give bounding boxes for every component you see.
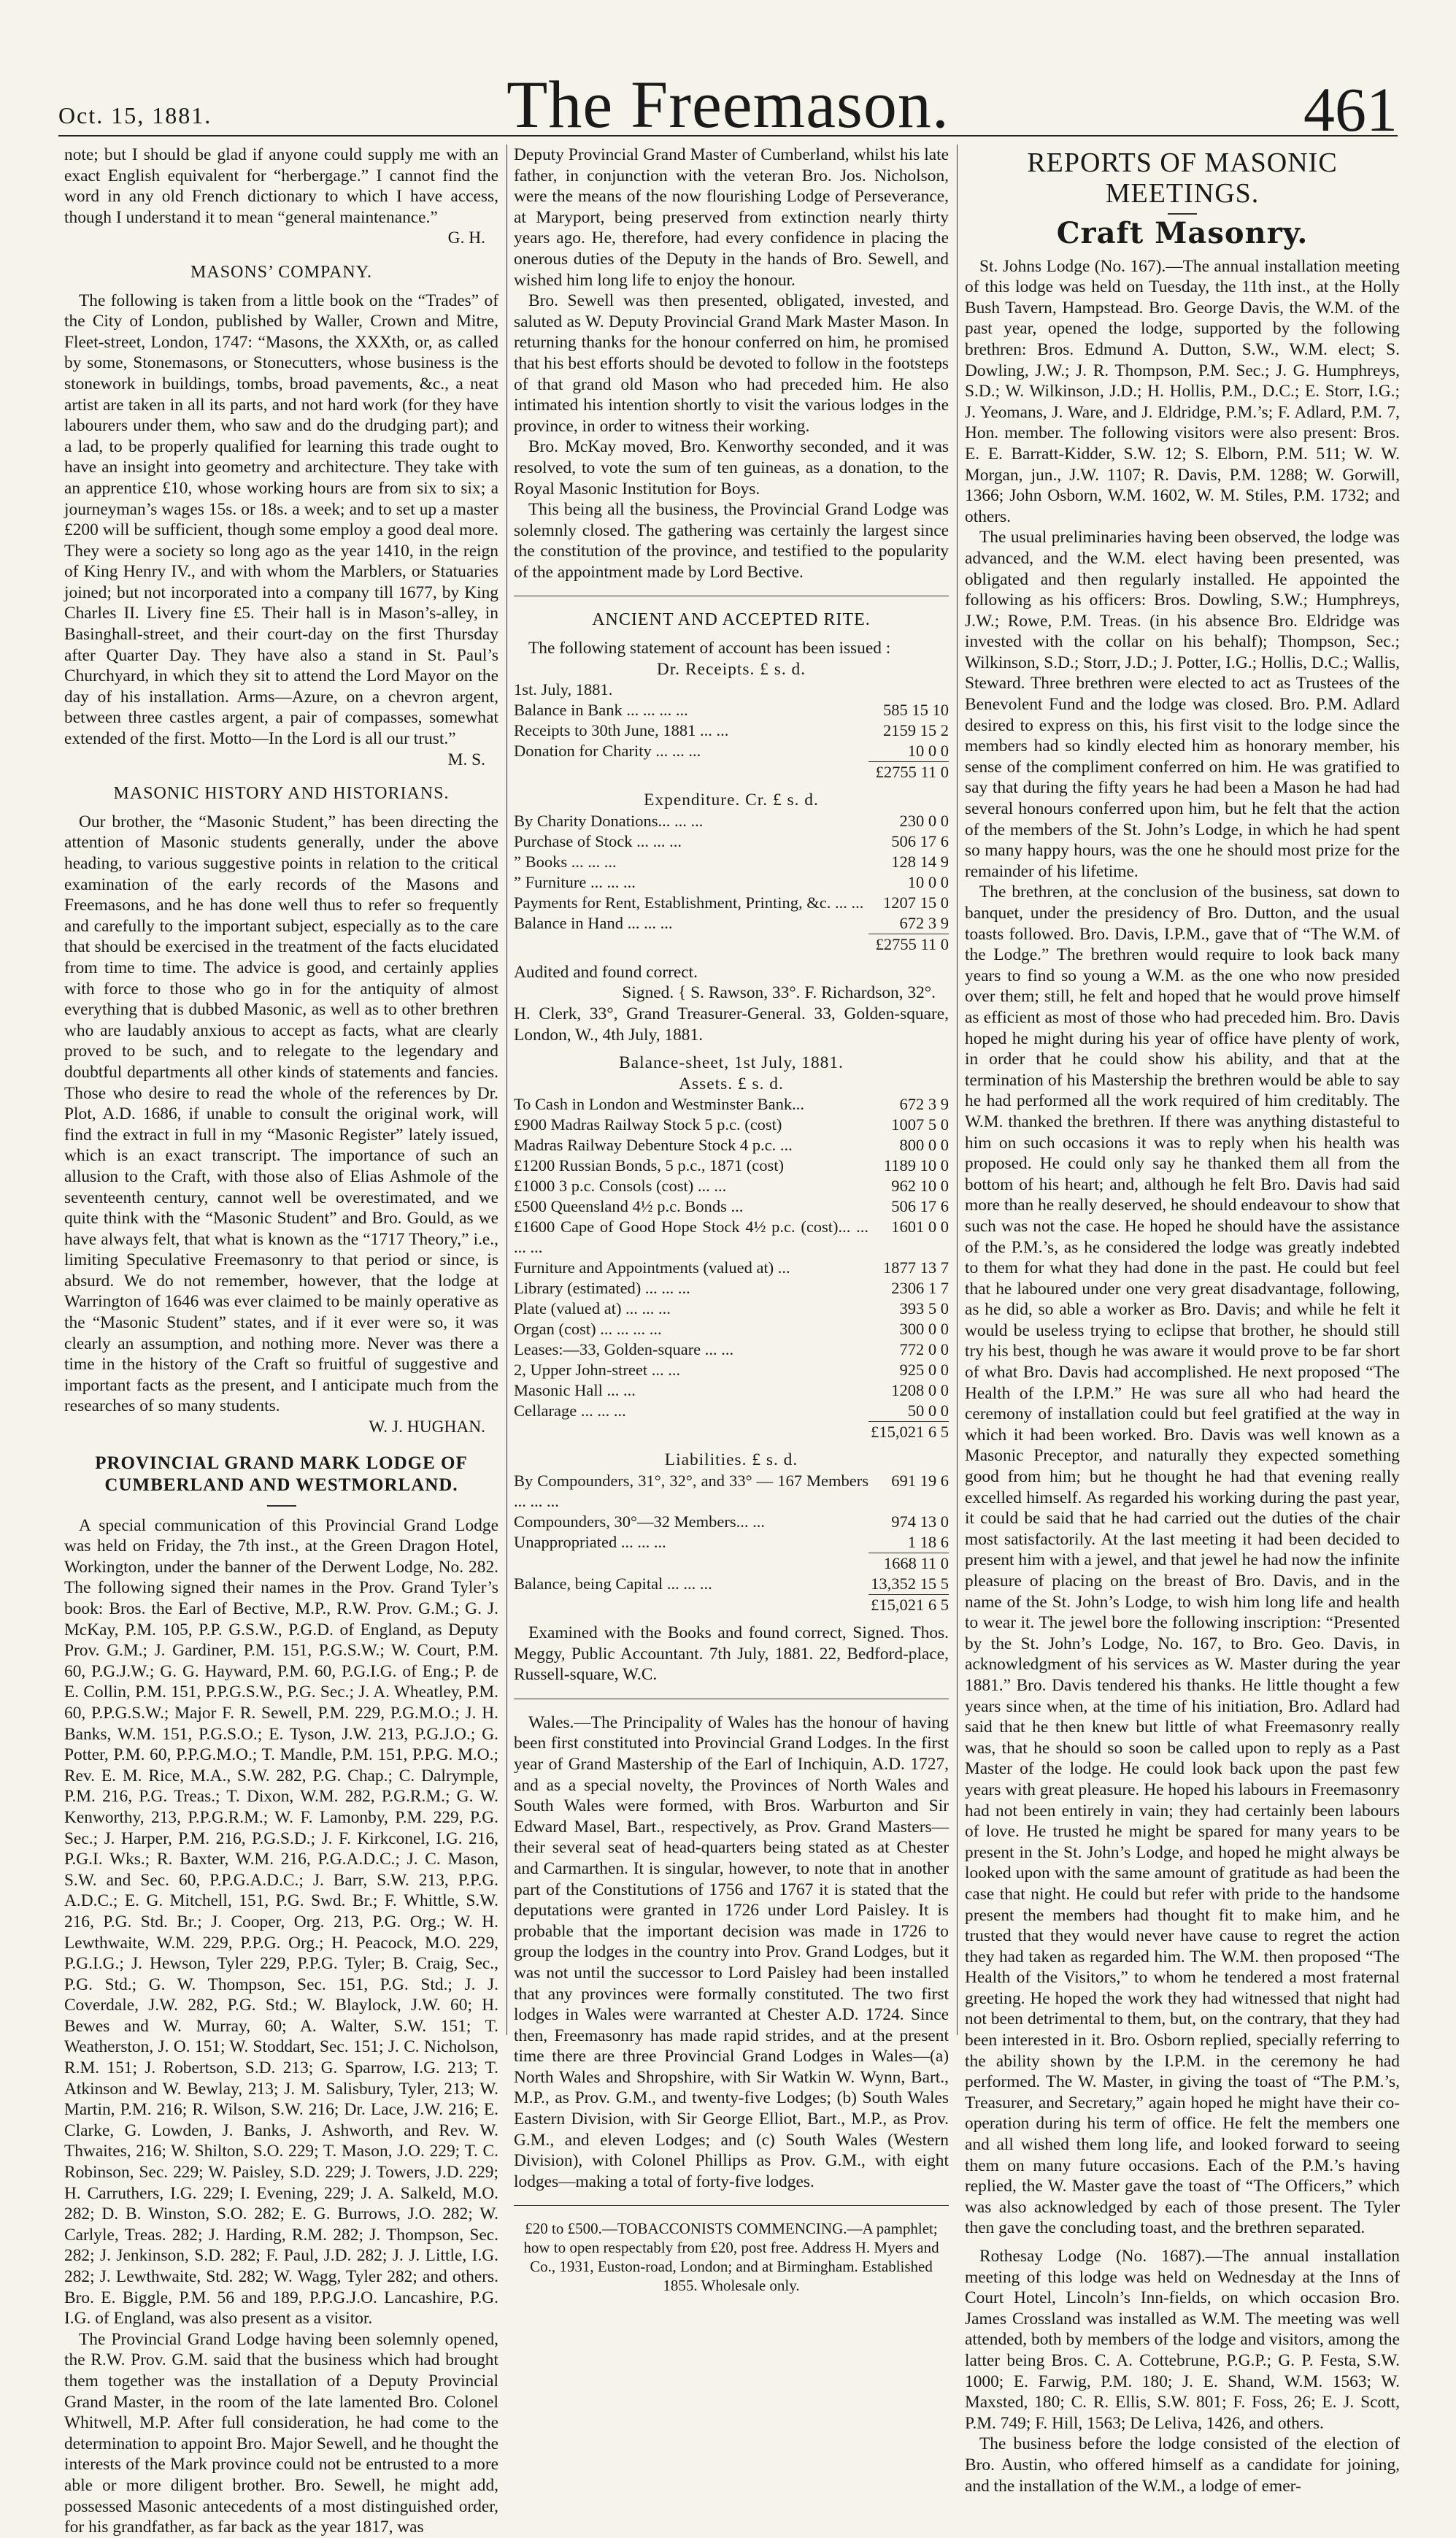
account-row xyxy=(514,1155,949,1176)
section-heading: MASONS’ COMPANY. xyxy=(190,262,372,282)
column-divider xyxy=(957,145,958,2035)
row-amount: 1 18 6 xyxy=(907,1533,949,1551)
account-row xyxy=(514,811,949,831)
row-label: £1200 Russian Bonds, 5 p.c., 1871 (cost) xyxy=(514,1156,784,1175)
account-row xyxy=(514,852,949,872)
advertisement: £20 to £500.—TOBACCONISTS COMMENCING.—A pamphlet; how to open respectably from £20, post free. Address H. Myers and Co., 1931, Euston-road, London; and at Birmingham. Established 1855. Wholesale only. xyxy=(523,2220,939,2295)
row-amount: 1189 10 0 xyxy=(883,1156,949,1175)
account-row xyxy=(514,831,949,852)
section-rule xyxy=(514,2205,949,2206)
account-heading: Assets. £ s. d. xyxy=(679,1074,784,1093)
account-heading: Balance-sheet, 1st July, 1881. xyxy=(619,1053,844,1073)
row-label: ” Furniture ... ... ... xyxy=(514,872,636,891)
account-row xyxy=(514,1196,949,1217)
row-amount: 962 10 0 xyxy=(891,1177,949,1196)
row-label: Balance in Hand ... ... ... xyxy=(514,913,673,932)
account-row xyxy=(514,1176,949,1196)
section-heading: REPORTS OF MASONIC MEETINGS. xyxy=(1027,147,1338,209)
account-row xyxy=(514,1278,949,1299)
row-amount: 691 19 6 xyxy=(891,1472,949,1490)
row-label: £1000 3 p.c. Consols (cost) ... ... xyxy=(514,1177,727,1196)
subtotal: 1668 11 0 xyxy=(868,1553,949,1574)
row-label: Purchase of Stock ... ... ... xyxy=(514,831,682,850)
account-row xyxy=(514,741,949,762)
account-row xyxy=(514,1471,949,1512)
article-paragraph: The brethren, at the conclusion of the business, sat down to banquet, under the presidency of Bro. Dutton, and the usual toasts followed. Bro. Davis, I.P.M., gave that of “The W.M. of the Lodge.” The brethren would require to look back many years to find so young a W.M. as the one who now presided over them; still, he felt and hoped that he would prove himself as efficient as most of those who had preceded him. Bro. Davis hoped he might during his year of office have plenty of work, in order that he could show his ability, and that at the termination of his Mastership the brethren would be able to say he had performed all the work required of him creditably. The W.M. thanked the brethren. If there was anything distasteful to him on such occasions it was to reply when his health was proposed. He could only say he thanked them all from the bottom of his heart; and, although he felt Bro. Davis had said more than he really deserved, he should endeavour to show that such was not the case. He hoped he should have the assistance of the P.M.’s, as he considered the lodge was greatly indebted to them for what they had done in the past. He could but feel that he laboured under one very great disadvantage, following, as he did, so able a worker as Bro. Davis; and while he felt it would be useless trying to eclipse that brother, he should still try his best, though he was aware it would prove to be far short of what Bro. Davis had accomplished. He next proposed “The Health of the I.P.M.” He was sure all who had heard the ceremony of installation could but feel gratified at the way in which it had been worked. Bro. Davis was well known as a Masonic Preceptor, and naturally they expected something good from him; but he thought he had that evening really excelled himself. As regarded his working during the past year, it could be said that he had carried out the duties of the chair most satisfactorily. At the last meeting it had been decided to present him with a jewel, and that jewel he had now the infinite pleasure of placing on the breast of Bro. Davis, and in the name of the St. John’s Lodge, to wish him long life and health to wear it. The jewel bore the following inscription: “Presented by the St. John’s Lodge, No. 167, to Bro. Geo. Davis, in acknowledgment of his services as W. Master during the year 1881.” Bro. Davis tendered his thanks. He little thought a few years since when, at the time of his initiation, Bro. Adlard had said that he then knew but little of what Freemasonry really was, that he should so soon be called upon to reply as a Past Master of the lodge. He could look back upon the past few years with great pleasure. He hoped his labours in Freemasonry had not been entirely in vain; they had certainly been labours of love. He trusted he might be spared for many years to be present in the St. John’s Lodge, and hoped he might always be looked upon with the same amount of gratitude as had been the case that night. He could but refer with pride to the handsome present the members had thought fit to make him, and he trusted that they would never have cause to regret the action they had taken as regarded him. The W.M. then proposed “The Health of the Visitors,” to whom he tendered a most fraternal greeting. He hoped the work they had witnessed that night had not been detrimental to them, but, on the contrary, that they had been interested in it. Bro. Osborn replied, specially referring to the ability shown by the I.P.M. in the ceremony he had performed. The W. Master, in giving the toast of “The P.M.’s, Treasurer, and Secretary,” again hoped he might have their co-operation during his term of office. He felt the members one and all wished them long life, and looked forward to seeing them on many future occasions. Each of the P.M.’s having replied, the W. Master gave the toast of “The Officers,” which was also acknowledged by each of those present. The Tyler then gave the concluding toast, and the brethren separated. xyxy=(965,882,1400,2238)
liabilities-table xyxy=(514,1471,949,1615)
signature: G. H. xyxy=(447,228,485,248)
row-label: Furniture and Appointments (valued at) ... xyxy=(514,1258,790,1277)
article-paragraph: A special communication of this Provincial Grand Lodge was held on Friday, the 7th inst., at the Green Dragon Hotel, Workington, under the banner of the Derwent Lodge, No. 282. The following signed their names in the Prov. Grand Tyler’s book: Bros. the Earl of Bective, M.P., R.W. Prov. G.M.; G. J. McKay, P.M. 105, P.P. G.S.W., P.G.D. of England, as Deputy Prov. G.M.; J. Gardiner, P.M. 151, P.G.S.W.; W. Court, P.M. 60, P.G.J.W.; G. G. Hayward, P.M. 60, P.G.I.G. of Eng.; P. de E. Collin, P.M. 151, P.P.G.S.W., P.G. Sec.; J. A. Wheatley, P.M. 60, P.P.G.S.W.; Major F. R. Sewell, P.M. 229, P.G.M.O.; J. H. Banks, W.M. 151, P.G.S.O.; E. Tyson, J.W. 213, P.G.J.O.; G. Potter, P.M. 60, P.P.G.M.O.; T. Mandle, P.M. 151, P.P.G. M.O.; Rev. E. M. Rice, M.A., S.W. 282, P.G. Chap.; C. Dalrymple, P.M. 216, P.G. Treas.; T. Dixon, W.M. 282, P.G.R.M.; G. W. Kenworthy, 213, P.P.G.R.M.; W. F. Lamonby, P.M. 229, P.G. Sec.; J. Harper, P.M. 216, P.G.S.D.; J. F. Kirkconel, I.G. 216, P.G.I. Wks.; R. Baxter, W.M. 216, P.G.A.D.C.; J. C. Mason, S.W. and Sec. 60, P.P.G.A.D.C.; J. Barr, S.W. 213, P.P.G. A.D.C.; E. G. Mitchell, 151, P.G. Swd. Br.; F. Whittle, S.W. 216, P.G. Std. Br.; J. Cooper, Org. 213, P.G. Org.; W. H. Lewthwaite, W.M. 229, P.P.G. Org.; H. Peacock, M.O. 229, P.G.I.G.; J. Hewson, Tyler 229, P.P.G. Tyler; B. Craig, Sec., P.G. Std.; G. W. Thompson, Sec. 151, P.G. Std.; J. J. Coverdale, J.W. 282, P.G. Std.; W. Blaylock, J.W. 60; H. Bewes and W. Murray, 60; A. Walter, S.W. 151; T. Weatherston, J. O. 151; W. Stoddart, Sec. 151; J. C. Nicholson, R.M. 151; J. Robertson, S.D. 213; G. Sparrow, I.G. 213; T. Atkinson and W. Bewlay, 213; J. M. Salisbury, Tyler, 213; W. Martin, P.M. 216; R. Wilson, S.W. 216; Dr. Lace, J.W. 216; E. Clarke, G. Lowden, J. Banks, J. Ashworth, and Rev. W. Thwaites, 216; W. Shilton, S.O. 229; T. Mason, J.O. 229; T. C. Robinson, Sec. 229; W. Paisley, S.D. 229; J. Towers, J.D. 229; H. Carruthers, I.G. 229; I. Evening, 229; J. A. Salkeld, M.O. 282; D. B. Winston, S.O. 282; E. G. Burrows, J.O. 282; W. Carlyle, Treas. 282; J. Harding, R.M. 282; J. Thompson, Sec. 282; J. Jenkinson, S.D. 282; F. Paul, J.D. 282; J. J. Little, I.G. 282; J. Lewthwaite, Std. 282; W. Wagg, Tyler 282; and others. Bro. E. Biggle, P.M. 56 and 189, P.P.G.J.O. Lancashire, P.G. I.G. of England, was also present as a visitor. xyxy=(64,1515,498,2329)
audit-note: Audited and found correct. xyxy=(514,962,698,982)
column-1 xyxy=(64,145,498,2537)
row-label: 1st. July, 1881. xyxy=(514,680,613,699)
row-label: Compounders, 30°—32 Members... ... xyxy=(514,1512,765,1531)
signature: M. S. xyxy=(447,750,485,769)
row-amount: 506 17 6 xyxy=(891,1197,949,1216)
row-amount: 585 15 10 xyxy=(883,701,949,720)
row-label: Unappropriated ... ... ... xyxy=(514,1533,666,1551)
row-amount: 10 0 0 xyxy=(907,872,949,891)
total: £15,021 6 5 xyxy=(868,1595,949,1616)
section-heading: MASONIC HISTORY AND HISTORIANS. xyxy=(113,784,450,804)
total: £15,021 6 5 xyxy=(868,1422,949,1443)
row-amount: 974 13 0 xyxy=(891,1512,949,1531)
row-label: £500 Queensland 4½ p.c. Bonds ... xyxy=(514,1197,744,1216)
account-row xyxy=(514,893,949,913)
article-paragraph: This being all the business, the Provincial Grand Lodge was solemnly closed. The gathering was certainly the largest since the constitution of the province, and testified to the popularity of the appointment made by Lord Bective. xyxy=(514,500,949,582)
page-number: 461 xyxy=(1303,74,1398,145)
account-row xyxy=(514,700,949,720)
row-label: Receipts to 30th June, 1881 ... ... xyxy=(514,721,729,740)
masthead-rule xyxy=(58,135,1398,136)
row-amount: 925 0 0 xyxy=(899,1361,949,1380)
row-label: By Compounders, 31°, 32°, and 33° — 167 Members ... ... ... xyxy=(514,1472,868,1510)
expenditure-table xyxy=(514,811,949,955)
article-paragraph: Rothesay Lodge (No. 1687).—The annual installation meeting of this lodge was held on Wednesday at the Inns of Court Hotel, Lincoln’s Inn-fields, on which occasion Bro. James Crossland was installed as W.M. The meeting was well attended, both by members of the lodge and visitors, among the latter being Bros. C. A. Cottebrune, P.G.P.; G. P. Festa, S.W. 1000; E. Farwig, P.M. 180; J. E. Shand, W.M. 1563; W. Maxsted, 180; C. R. Ellis, S.W. 801; F. Foss, 26; E. J. Scott, P.M. 749; F. Hill, 1563; De Leliva, 1426, and others. xyxy=(965,2247,1400,2433)
article-paragraph: Bro. McKay moved, Bro. Kenworthy seconded, and it was resolved, to vote the sum of ten guineas, as a donation, to the Royal Masonic Institution for Boys. xyxy=(514,437,949,499)
account-heading: Dr. Receipts. £ s. d. xyxy=(656,659,806,679)
total: £2755 11 0 xyxy=(868,934,949,955)
row-label: £1600 Cape of Good Hope Stock 4½ p.c. (cost)... ... ... ... xyxy=(514,1218,868,1257)
assets-table xyxy=(514,1094,949,1442)
row-amount: 1601 0 0 xyxy=(891,1218,949,1237)
row-amount: 772 0 0 xyxy=(899,1340,949,1359)
row-label: Plate (valued at) ... ... ... xyxy=(514,1299,671,1318)
row-amount: 1207 15 0 xyxy=(883,893,949,912)
short-rule xyxy=(1168,213,1197,215)
account-row xyxy=(514,680,949,700)
article-paragraph: The following statement of account has been issued : xyxy=(528,639,891,658)
row-amount: 13,352 15 5 xyxy=(871,1574,949,1593)
row-label: Leases:—33, Golden-square ... ... xyxy=(514,1340,734,1359)
article-paragraph: Deputy Provincial Grand Master of Cumberland, whilst his late father, in conjunction with the veteran Bro. Jos. Nicholson, were the means of the now flourishing Lodge of Perseverance, at Maryport, being preserved from extinction nearly thirty years ago. He, therefore, had every confidence in placing the onerous duties of the Deputy in the hands of Bro. Sewell, and wished him long life to enjoy the honour. xyxy=(514,145,949,290)
row-amount: 10 0 0 xyxy=(907,742,949,761)
row-amount: 50 0 0 xyxy=(907,1401,949,1420)
account-row xyxy=(514,1135,949,1155)
account-heading: Liabilities. £ s. d. xyxy=(664,1450,798,1470)
signature: Signed. { S. Rawson, 33°. F. Richardson, 32°. xyxy=(622,983,936,1003)
row-label: To Cash in London and Westminster Bank... xyxy=(514,1095,805,1114)
examined-note: Examined with the Books and found correct, Signed. Thos. Meggy, Public Accountant. 7th July, 1881. 22, Bedford-place, Russell-square, W.C. xyxy=(514,1623,949,1685)
account-row xyxy=(514,1380,949,1401)
article-paragraph: The Provincial Grand Lodge having been solemnly opened, the R.W. Prov. G.M. said that the business which had brought them together was the installation of a Deputy Provincial Grand Master, in the room of the late lamented Bro. Colonel Whitwell, M.P. After full consideration, he had come to the determination to appoint Bro. Major Sewell, and he thought the interests of the Mark province could not be entrusted to a more able or more diligent brother. Bro. Sewell, he might add, possessed Masonic antecedents of a most distinguished order, for his grandfather, as far back as the year 1817, was xyxy=(64,2329,498,2537)
article-paragraph: The usual preliminaries having been observed, the lodge was advanced, and the W.M. elect having been presented, was obligated and then regularly installed. He appointed the following as his officers: Bros. Dowling, S.W.; Humphreys, J.W.; Rowe, P.M. Treas. (in his absence Bro. Eldridge was invested with the collar on his behalf); Thompson, Sec.; Wilkinson, S.D.; Storr, J.D.; J. Potter, I.G.; Hollis, D.C.; Wallis, Steward. Three brethren were elected to act as Trustees of the Benevolent Fund and the lodge was closed. Bro. P.M. Adlard desired to express on this, his first visit to the lodge since the members had so kindly elected him as honorary member, his sense of the compliment conferred on him. He was gratified to say that during the fifty years he had been a Mason he had had several honours conferred upon him, but he felt that the action of the members of the St. John’s Lodge, in which he had spent so many happy hours, was the one he should most prize for the remainder of his lifetime. xyxy=(965,528,1400,881)
row-amount: 672 3 9 xyxy=(899,1095,949,1114)
row-label: Library (estimated) ... ... ... xyxy=(514,1279,690,1298)
account-row xyxy=(514,1512,949,1532)
account-row xyxy=(514,1115,949,1135)
row-label: 2, Upper John-street ... ... xyxy=(514,1361,681,1380)
article-paragraph: Our brother, the “Masonic Student,” has been directing the attention of Masonic students generally, under the above heading, to various suggestive points in relation to the critical examination of the early records of the Masons and Freemasons, and he has done well thus to refer so frequently and carefully to the important subject, especially as to the care that should be exercised in the treatment of the facts elucidated from time to time. The advice is good, and certainly applies with force to those who go in for the antiquity of almost everything that is dubbed Masonic, as well as to other brethren who are laudably anxious to accept as facts, what are clearly proved to be such, and to relegate to the legendary and doubtful departments all other kinds of statements and fancies. Those who desire to read the whole of the references by Dr. Plot, A.D. 1686, if unable to consult the original work, will find the extract in full in my “Masonic Register” lately issued, which is an exact transcript. The importance of such an allusion to the Craft, with those also of Elias Ashmole of the seventeenth century, cannot well be overestimated, and we quite think with the “Masonic Student” and Bro. Gould, as we have always felt, that what is known as the “1717 Theory,” i.e., limiting Speculative Freemasonry to that period or since, is absurd. We do not remember, however, that the lodge at Warrington of 1646 was ever claimed to be mainly operative as the “Masonic Student” states, and if it ever were so, it was clearly an assumption, and nothing more. Never was there a time in the history of the Craft so fruitful of suggestive and important facts as the present, and I anticipate much from the researches of so many students. xyxy=(64,812,498,1416)
row-label: Madras Railway Debenture Stock 4 p.c. ... xyxy=(514,1136,793,1155)
row-label: By Charity Donations... ... ... xyxy=(514,811,704,830)
row-label: Balance, being Capital ... ... ... xyxy=(514,1574,712,1593)
row-amount: 506 17 6 xyxy=(891,831,949,850)
account-row xyxy=(514,1094,949,1115)
account-row xyxy=(514,720,949,741)
article-paragraph: Bro. Sewell was then presented, obligated, invested, and saluted as W. Deputy Provincial Grand Mark Master Mason. In returning thanks for the honour conferred on him, he promised that his best efforts should be devoted to follow in the footsteps of that grand old Mason who had preceded him. He also intimated his intention shortly to visit the various lodges in the province, in order to witness their working. xyxy=(514,291,949,436)
article-paragraph: The business before the lodge consisted of the election of Bro. Austin, who offered himself as a candidate for joining, and the installation of the W.M., a lodge of emer- xyxy=(965,2434,1400,2496)
row-amount: 1208 0 0 xyxy=(891,1381,949,1400)
newspaper-title: The Freemason. xyxy=(506,67,950,142)
column-divider xyxy=(506,145,507,2035)
column-2 xyxy=(514,145,949,2295)
receipts-table xyxy=(514,680,949,782)
article-paragraph: St. Johns Lodge (No. 167).—The annual installation meeting of this lodge was held on Tuesday, the 11th inst., at the Holly Bush Tavern, Hampstead. Bro. George Davis, the W.M. of the past year, opened the lodge, supported by the following brethren: Bros. Edmund A. Dutton, S.W., W.M. elect; S. Dowling, J.W.; J. R. Thompson, P.M. Sec.; J. G. Humphreys, S.D.; W. Wilkinson, J.D.; H. Hollis, P.M., D.C.; E. Storr, I.G.; J. Yeomans, J. Ware, and J. Eldridge, P.M.’s; F. Adlard, P.M. 7, Hon. member. The following visitors were also present: Bros. E. E. Barratt-Kidder, S.W. 12; S. Elborn, P.M. 511; W. W. Morgan, jun., J.W. 1107; R. Davis, P.M. 1288; W. Gorwill, 1366; John Osborn, W.M. 1602, W. M. Stiles, P.M. 1732; and others. xyxy=(965,256,1400,526)
account-row xyxy=(514,1532,949,1553)
row-amount: 300 0 0 xyxy=(899,1320,949,1339)
article-paragraph: The following is taken from a little book on the “Trades” of the City of London, published by Waller, Crown and Mitre, Fleet-street, London, 1747: “Masons, the XXXth, or, as called by some, Stonemasons, or Stonecutters, whose business is the stonework in buildings, tombs, broad pavements, &c., a neat artist are taken in all its parts, and not hard work (for they have labourers under them, who saw and do the drudging part); and a lad, to be properly qualified for learning this trade ought to have an insight into geometry and architecture. They take with an apprentice £10, whose working hours are from six to six; a journeyman’s wages 15s. or 18s. a week; and to set up a master £200 will be sufficient, though some employ a good deal more. They were a society so long ago as the year 1410, in the reign of King Henry IV., and with whom the Marblers, or Statuaries joined; but not incorporated into a company till 1677, by King Charles II. Livery fine £5. Their hall is in Mason’s-alley, in Basinghall-street, and their court-day on the first Thursday after Quarter Day. They have also a stand in St. Paul’s Churchyard, in which they sit to attend the Lord Mayor on the day of his installation. Arms—Azure, on a chevron argent, between three castles argent, a pair of compasses, somewhat extended of the first. Motto—In the Lord is all our trust.” xyxy=(64,291,498,749)
row-amount: 128 14 9 xyxy=(891,852,949,871)
account-heading: Expenditure. Cr. £ s. d. xyxy=(644,791,819,810)
column-3 xyxy=(965,145,1400,2496)
short-rule xyxy=(267,1505,296,1507)
subsection-heading: Craft Masonry. xyxy=(1056,216,1309,250)
section-heading: ANCIENT AND ACCEPTED RITE. xyxy=(592,610,871,630)
row-label: Balance in Bank ... ... ... ... xyxy=(514,701,688,720)
row-label: Masonic Hall ... ... xyxy=(514,1381,636,1400)
row-amount: 672 3 9 xyxy=(899,913,949,932)
row-amount: 1877 13 7 xyxy=(883,1258,949,1277)
clerk-note: H. Clerk, 33°, Grand Treasurer-General. 33, Golden-square, London, W., 4th July, 1881. xyxy=(514,1004,949,1045)
row-amount: 2306 1 7 xyxy=(891,1279,949,1298)
total: £2755 11 0 xyxy=(868,762,949,783)
row-amount: 393 5 0 xyxy=(899,1299,949,1318)
row-label: Donation for Charity ... ... ... xyxy=(514,742,701,761)
account-row xyxy=(514,1217,949,1258)
row-label: Organ (cost) ... ... ... ... xyxy=(514,1320,662,1339)
masthead xyxy=(58,44,1398,145)
row-amount: 230 0 0 xyxy=(899,811,949,830)
account-row xyxy=(514,1258,949,1278)
row-label: Payments for Rent, Establishment, Printing, &c. ... ... xyxy=(514,893,864,912)
account-row xyxy=(514,1401,949,1422)
article-paragraph: Wales.—The Principality of Wales has the honour of having been first constituted into Provincial Grand Lodges. In the first year of Grand Mastership of the Earl of Inchiquin, A.D. 1727, and as a special novelty, the Provinces of North Wales and South Wales were formed, with Bros. Warburton and Sir Edward Masel, Bart., respectively, as Prov. Grand Masters—their several seat of head-quarters being stated as at Chester and Carmarthen. It is singular, however, to note that in another part of the Constitutions of 1756 and 1767 it is stated that the deputations were granted in 1726 under Lord Paisley. It is probable that the important decision was made in 1726 to group the lodges in the country into Prov. Grand Lodges, but it was not until the successor to Lord Paisley had been installed that any provinces were formally constituted. The two first lodges in Wales were warranted at Chester A.D. 1724. Since then, Freemasonry has made rapid strides, and at the present time there are three Provincial Grand Lodges in Wales—(a) North Wales and Shropshire, with Sir Watkin W. Wynn, Bart., M.P., as Prov. G.M., and twenty-five Lodges; (b) South Wales Eastern Division, with Sir George Elliot, Bart., M.P., as Prov. G.M., and eleven Lodges; and (c) South Wales (Western Division), with Colonel Phillips as Prov. G.M., with eight lodges—making a total of forty-five lodges. xyxy=(514,1712,949,2191)
account-row xyxy=(514,1319,949,1339)
row-amount xyxy=(868,680,949,700)
row-amount: 1007 5 0 xyxy=(891,1115,949,1134)
row-label: Cellarage ... ... ... xyxy=(514,1401,626,1420)
article-paragraph: note; but I should be glad if anyone could supply me with an exact English equivalent for “herbergage.” I cannot find the word in any old French dictionary to which I have access, though I understand it to mean “general maintenance.” xyxy=(64,145,498,227)
account-row xyxy=(514,1299,949,1319)
row-label: ” Books ... ... ... xyxy=(514,852,617,871)
row-amount: 2159 15 2 xyxy=(883,721,949,740)
account-row xyxy=(514,1339,949,1360)
account-row xyxy=(514,872,949,893)
row-label: £900 Madras Railway Stock 5 p.c. (cost) xyxy=(514,1115,782,1134)
account-row xyxy=(514,913,949,934)
row-amount: 800 0 0 xyxy=(899,1136,949,1155)
signature: W. J. HUGHAN. xyxy=(369,1418,485,1437)
issue-date: Oct. 15, 1881. xyxy=(58,102,212,128)
section-heading: PROVINCIAL GRAND MARK LODGE OF CUMBERLAND AND WESTMORLAND. xyxy=(95,1453,468,1495)
account-row xyxy=(514,1360,949,1380)
